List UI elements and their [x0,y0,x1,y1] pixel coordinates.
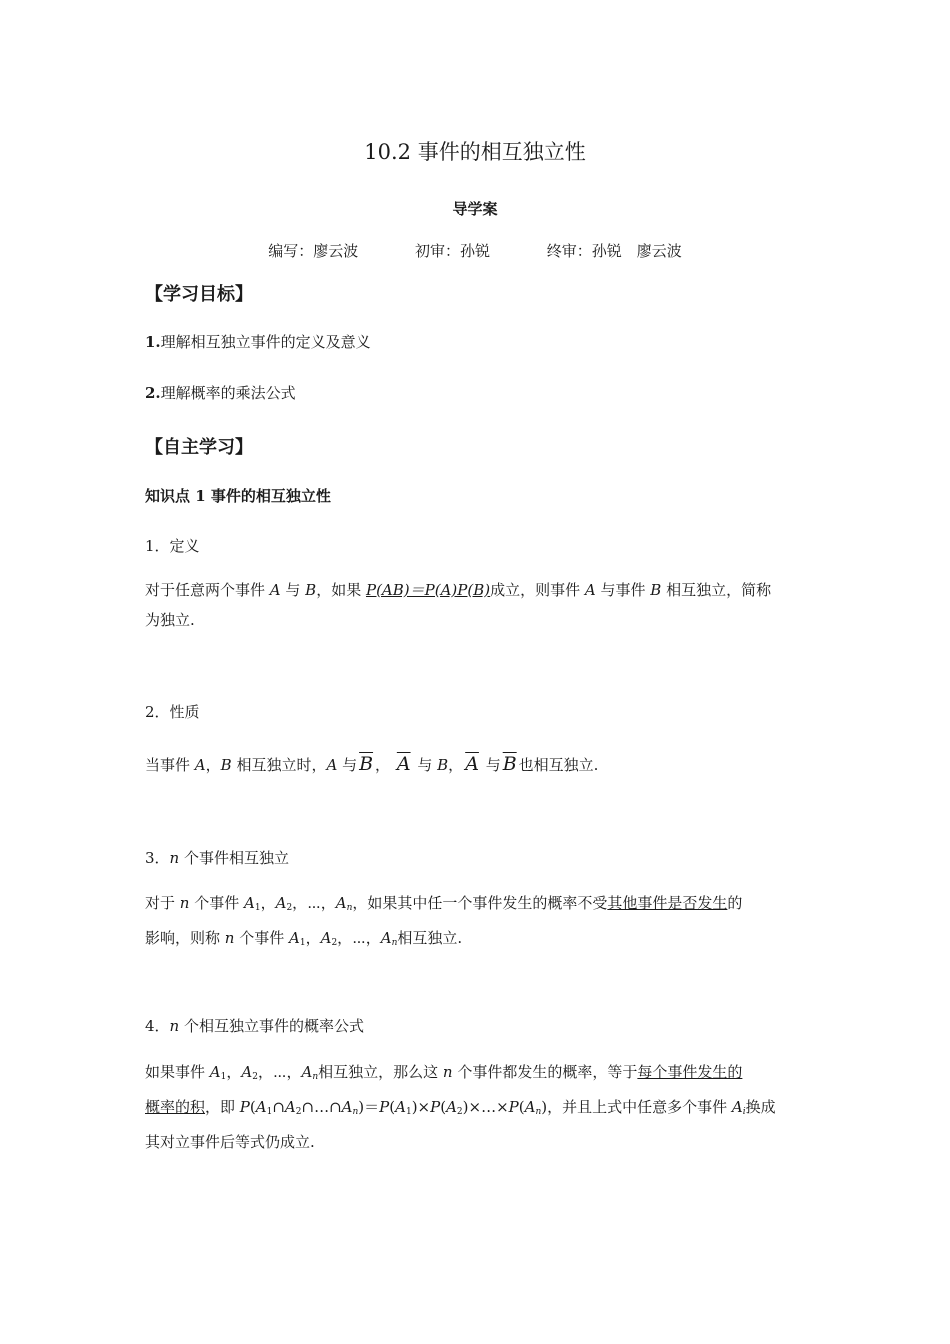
page-title: 10.2 事件的相互独立性 [364,140,586,164]
section-3-body: 对于 n 个事件 $A_1$，$A_2$，⋯，$A_n$，如果其中任一个事件发生的概率不受其他事件是否发生的 影响，则称 n 个事件 $A_1$，$A_2$，⋯，$A_n$相互独立. [145,894,743,948]
authors-line [0,240,950,261]
author-final-review: 终审：孙锐 廖云波 [546,242,682,260]
underline-other-events: 其他事件是否发生 [607,894,728,912]
independence-formula: P(AB)＝P(A)P(B) [365,581,491,599]
section-1-body: 对于任意两个事件 A 与 B，如果 P(AB)＝P(A)P(B)成立，则事件 A 与事件 B 相互独立，简称 为独立. [145,581,772,629]
underline-product: 每个事件发生的 [637,1063,743,1081]
objectives-heading: 【学习目标】 [145,284,253,305]
section-4-heading: 4．n 个相互独立事件的概率公式 [145,1017,364,1035]
b-complement-2: $\overline{B}$ [502,753,517,775]
section-1-heading: 1．定义 [145,537,200,555]
b-complement: $\overline{B}$ [359,753,374,775]
objective-item-2: 2.理解概率的乘法公式 [145,384,296,402]
knowledge-point-heading: 知识点 1 事件的相互独立性 [145,487,331,505]
page-subtitle: 导学案 [452,200,498,218]
underline-product-2: 概率的积 [145,1098,206,1116]
section-2-body: 当事件 A，B 相互独立时，A 与 $\overline{B}$ ， $\overline{A}$ 与 B， $\overline{A}$ 与 $\overline{B}$ 也相互独立. [145,753,599,775]
author-first-review: 初审：孙锐 [414,242,490,260]
author-compiler: 编写：廖云波 [268,242,359,260]
section-4-body: 如果事件 $A_1$，$A_2$，⋯，$A_n$相互独立，那么这 n 个事件都发生的概率，等于每个事件发生的 概率的积，即 $P(A_1\cap A_2\cap\dots\cap A_n)=P(A_1)\times P(A_2)\times\dots\times P(A_n)$，并且上式中任意多个事件 $A_i$换成 其对立事件后等式仍成立. [145,1063,776,1151]
section-2-heading: 2．性质 [145,703,200,721]
self-study-heading: 【自主学习】 [145,437,253,458]
objective-item-1: 1.理解相互独立事件的定义及意义 [145,333,371,351]
a-complement-2: $\overline{A}$ [465,753,479,775]
a-complement: $\overline{A}$ [396,753,411,775]
section-3-heading: 3．n 个事件相互独立 [145,849,289,867]
